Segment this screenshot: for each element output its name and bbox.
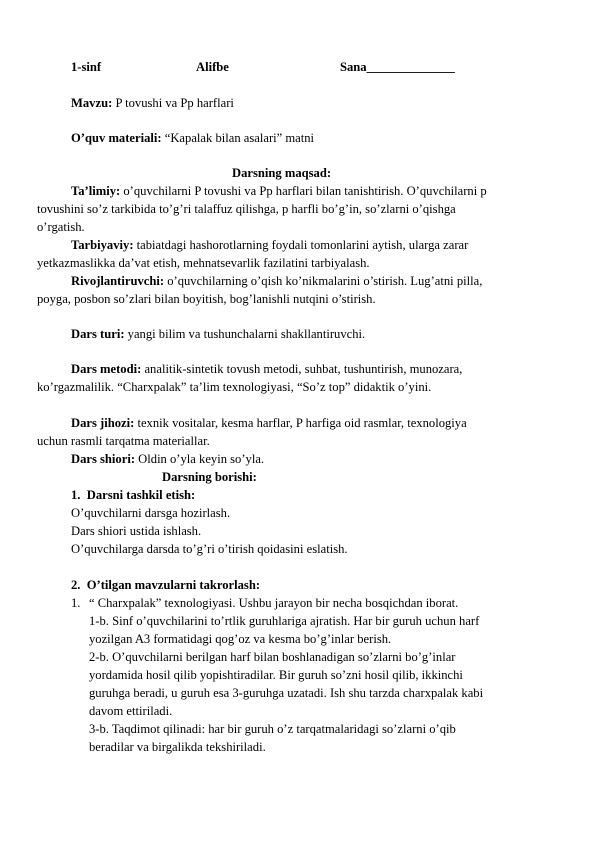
goal-upbringing-line1: Tarbiyaviy: tabiatdagi hashorotlarning foydali tomonlarini aytish, ularga zarar — [71, 238, 469, 252]
equipment-line2: uchun rasmli tarqatma materiallar. — [37, 434, 210, 448]
step2-line: 1-b. Sinf o’quvchilarini to’rtlik guruhlariga ajratish. Har bir guruh uchun harf — [89, 614, 480, 628]
step1-item: O’quvchilarni darsga hozirlash. — [71, 506, 231, 520]
goal-developmental-line2: poyga, posbon so’zlari bilan boyitish, bog’lanishli nutqini o’stirish. — [37, 292, 376, 306]
date-label: Sana______________ — [340, 60, 455, 74]
procedure-heading: Darsning borishi: — [162, 470, 257, 484]
equipment-line1: Dars jihozi: texnik vositalar, kesma harflar, P harfiga oid rasmlar, texnologiya — [71, 416, 467, 430]
step2-list-number: 1. — [71, 596, 81, 610]
topic-line: Mavzu: P tovushi va Pp harflari — [71, 96, 234, 110]
step1-title: 1. Darsni tashkil etish: — [71, 488, 196, 502]
goal-developmental-line1: Rivojlantiruvchi: o’quvchilarning o’qish ko’nikmalarini o’stirish. Lug’atni pilla, — [71, 274, 483, 288]
step2-line: guruhga beradi, u guruh esa 3-guruhga uzatadi. Ish shu tarzda charxpalak kabi — [89, 686, 484, 700]
step2-intro: “ Charxpalak” texnologiyasi. Ushbu jarayon bir necha bosqichdan iborat. — [89, 596, 459, 610]
step2-line: davom ettiriladi. — [89, 704, 173, 718]
step1-item: Dars shiori ustida ishlash. — [71, 524, 202, 538]
step2-line: yordamida hosil qilib yopishtiradilar. Bir guruh so’zni hosil qilib, ikkinchi — [89, 668, 463, 682]
material-line: O’quv materiali: “Kapalak bilan asalari” matni — [71, 131, 315, 145]
grade-label: 1-sinf — [71, 60, 102, 74]
step2-line: beradilar va birgalikda tekshiriladi. — [89, 740, 266, 754]
goal-educational-line2: tovushini so’z tarkibida to’g’ri talaffuz qilishga, p harfli bo’g’in, so’zlarni o’qishga — [37, 202, 456, 216]
goal-heading: Darsning maqsad: — [232, 166, 332, 180]
goal-educational-line1: Ta’limiy: o’quvchilarni P tovushi va Pp harflari bilan tanishtirish. O’quvchilarni p — [71, 184, 487, 198]
motto-line: Dars shiori: Oldin o’yla keyin so’yla. — [71, 452, 265, 466]
goal-educational-line3: o’rgatish. — [37, 220, 85, 234]
lesson-method-line2: ko’rgazmalilik. “Charxpalak” ta’lim texnologiyasi, “So’z top” didaktik o’yini. — [37, 380, 432, 394]
step2-title: 2. O’tilgan mavzularni takrorlash: — [71, 578, 261, 592]
step2-line: yozilgan A3 formatidagi qog’oz va kesma bo’g’inlar berish. — [89, 632, 392, 646]
step1-item: O’quvchilarga darsda to’g’ri o’tirish qoidasini eslatish. — [71, 542, 348, 556]
lesson-type-line: Dars turi: yangi bilim va tushunchalarni shakllantiruvchi. — [71, 327, 366, 341]
step2-line: 3-b. Taqdimot qilinadi: har bir guruh o’z tarqatmalaridagi so’zlarni o’qib — [89, 722, 456, 736]
step2-line: 2-b. O’quvchilarni berilgan harf bilan boshlanadigan so’zlarni bo’g’inlar — [89, 650, 456, 664]
subject-label: Alifbe — [196, 60, 229, 74]
goal-upbringing-line2: yetkazmaslikka da’vat etish, mehnatsevarlik fazilatini tarbiyalash. — [37, 256, 370, 270]
lesson-method-line1: Dars metodi: analitik-sintetik tovush metodi, suhbat, tushuntirish, munozara, — [71, 362, 463, 376]
